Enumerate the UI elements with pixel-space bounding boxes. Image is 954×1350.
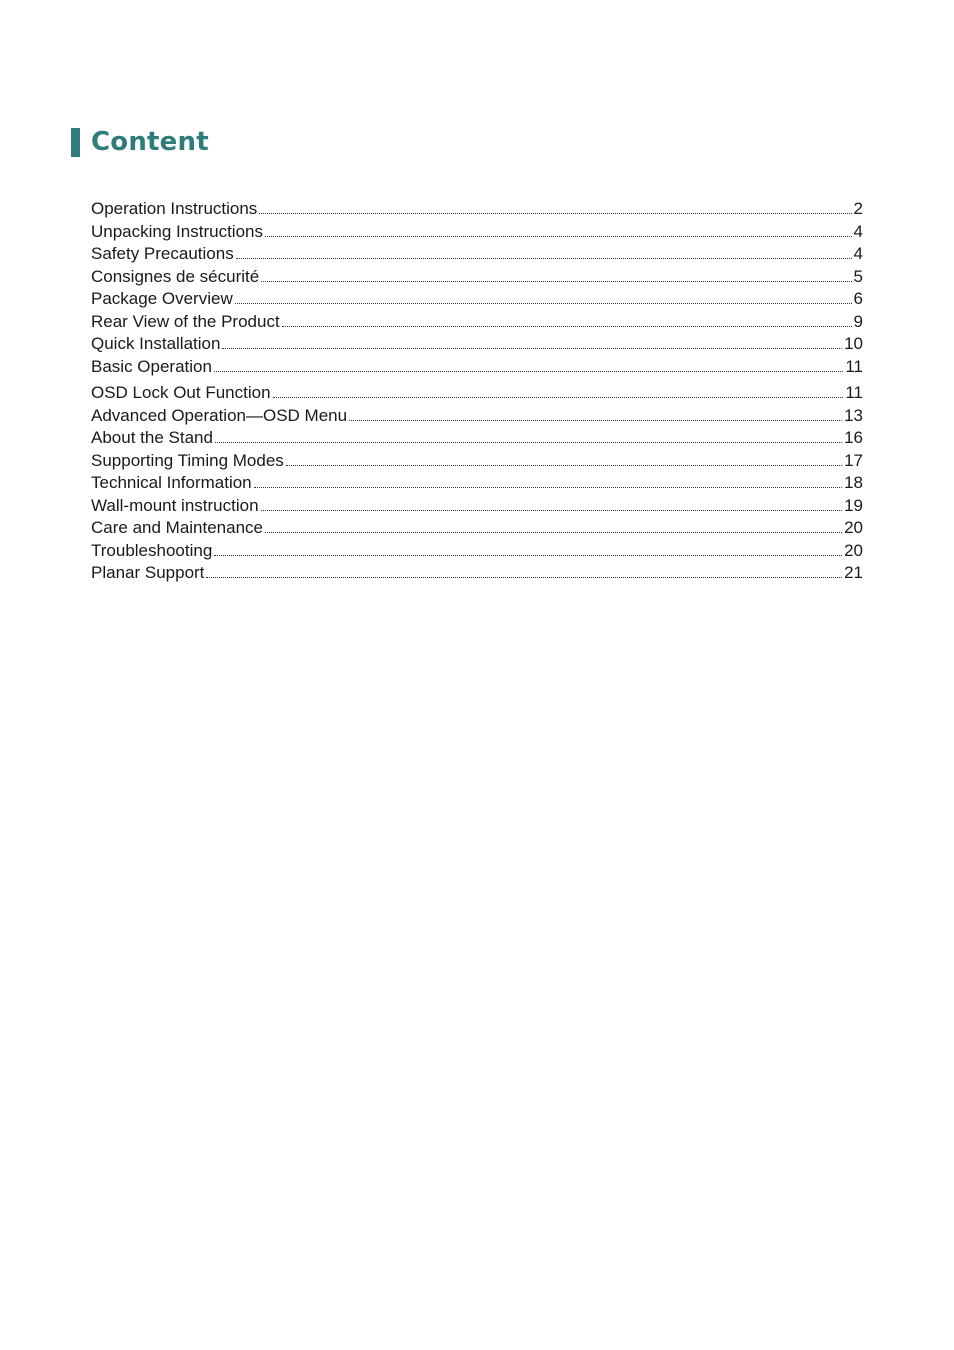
toc-entry[interactable] xyxy=(91,356,863,379)
toc-entry-page: 4 xyxy=(853,221,863,241)
toc-dot-leader xyxy=(259,213,851,214)
toc-dot-leader xyxy=(265,532,842,533)
toc-dot-leader xyxy=(235,303,852,304)
toc-entry[interactable] xyxy=(91,311,863,334)
toc-entry[interactable] xyxy=(91,288,863,311)
toc-entry[interactable] xyxy=(91,450,863,473)
toc-dot-leader xyxy=(286,465,842,466)
toc-entry-page: 19 xyxy=(844,495,863,515)
toc-dot-leader xyxy=(222,348,842,349)
toc-entry-page: 11 xyxy=(845,356,863,376)
toc-entry[interactable] xyxy=(91,495,863,518)
toc-entry[interactable] xyxy=(91,198,863,221)
toc-entry-page: 9 xyxy=(853,311,863,331)
content-heading xyxy=(71,126,209,158)
toc-dot-leader xyxy=(254,487,842,488)
toc-dot-leader xyxy=(236,258,852,259)
toc-dot-leader xyxy=(261,281,851,282)
toc-dot-leader xyxy=(265,236,852,237)
toc-entry-title: Rear View of the Product xyxy=(91,311,280,331)
toc-entry-page: 2 xyxy=(853,199,863,218)
toc-entry-title: OSD Lock Out Function xyxy=(91,383,271,402)
toc-entry-page: 5 xyxy=(853,266,863,286)
toc-entry[interactable] xyxy=(91,266,863,289)
toc-entry-title: Care and Maintenance xyxy=(91,518,264,537)
toc-entry-title: Planar Support xyxy=(91,563,205,582)
heading-accent-bar xyxy=(71,128,80,157)
toc-entry[interactable] xyxy=(91,540,863,563)
toc-entry-title: Consignes de sécurité xyxy=(91,266,260,286)
toc-dot-leader xyxy=(349,420,842,421)
toc-dot-leader xyxy=(282,326,852,327)
toc-entry[interactable] xyxy=(91,562,863,585)
table-of-contents xyxy=(91,198,863,585)
toc-entry-title: Safety Precautions xyxy=(91,244,234,263)
toc-entry-page: 16 xyxy=(844,428,863,447)
toc-dot-leader xyxy=(214,555,842,556)
toc-entry-title: Technical Information xyxy=(91,473,252,492)
toc-entry-title: Quick Installation xyxy=(91,334,221,353)
toc-entry-title: Operation Instructions xyxy=(91,199,258,218)
toc-entry[interactable] xyxy=(91,333,863,356)
toc-entry[interactable] xyxy=(91,382,863,405)
toc-entry-page: 17 xyxy=(844,450,863,470)
toc-entry[interactable] xyxy=(91,472,863,495)
toc-entry[interactable] xyxy=(91,427,863,450)
toc-entry-title: Basic Operation xyxy=(91,356,212,376)
toc-entry-page: 13 xyxy=(844,405,863,425)
toc-entry-title: Unpacking Instructions xyxy=(91,221,263,241)
toc-entry-page: 10 xyxy=(844,334,863,353)
toc-entry-title: Wall-mount instruction xyxy=(91,495,259,515)
toc-dot-leader xyxy=(215,442,842,443)
toc-entry-title: Supporting Timing Modes xyxy=(91,450,284,470)
toc-entry-page: 18 xyxy=(844,473,863,492)
toc-entry-page: 20 xyxy=(844,540,863,560)
toc-entry-title: Advanced Operation—OSD Menu xyxy=(91,405,348,425)
toc-entry[interactable] xyxy=(91,221,863,244)
toc-dot-leader xyxy=(214,371,843,372)
toc-dot-leader xyxy=(261,510,843,511)
toc-entry-title: Package Overview xyxy=(91,289,233,308)
toc-entry[interactable] xyxy=(91,243,863,266)
toc-entry-page: 21 xyxy=(844,563,863,582)
toc-entry-title: About the Stand xyxy=(91,428,213,447)
toc-entry-title: Troubleshooting xyxy=(91,540,213,560)
toc-entry[interactable] xyxy=(91,405,863,428)
page-title: Content xyxy=(91,127,209,157)
toc-entry-page: 20 xyxy=(844,518,863,537)
toc-entry-page: 6 xyxy=(853,289,863,308)
toc-dot-leader xyxy=(273,397,844,398)
toc-entry-page: 11 xyxy=(845,383,863,402)
toc-entry-page: 4 xyxy=(853,244,863,263)
toc-entry[interactable] xyxy=(91,517,863,540)
toc-dot-leader xyxy=(206,577,842,578)
